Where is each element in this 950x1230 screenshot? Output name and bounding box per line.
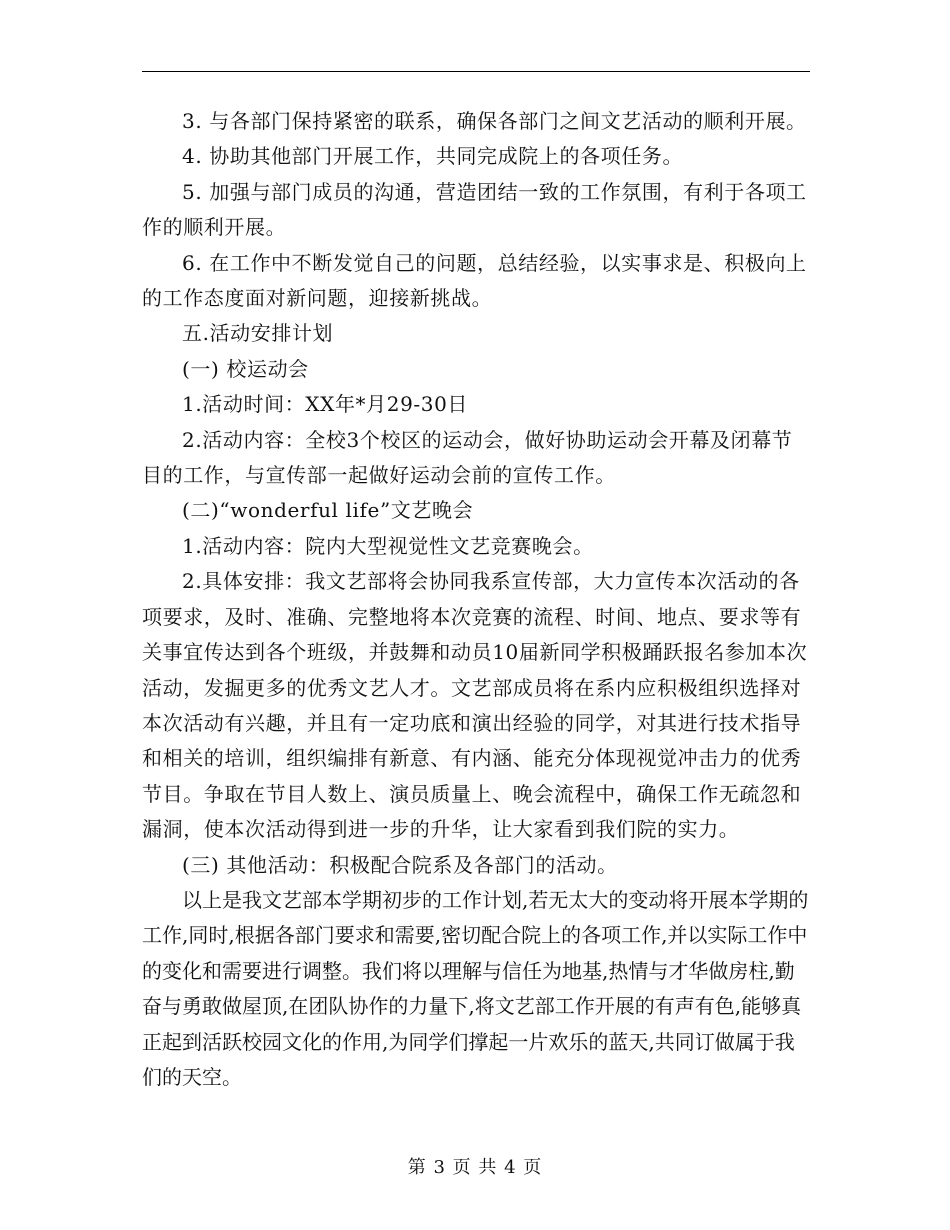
- section-heading-activity-plan: 五.活动安排计划: [182, 321, 334, 346]
- header-rule: [142, 71, 810, 72]
- paragraph-item-4: 4. 协助其他部门开展工作，共同完成院上的各项任务。: [182, 144, 684, 169]
- paragraph-item-3: 3. 与各部门保持紧密的联系，确保各部门之间文艺活动的顺利开展。: [182, 109, 807, 133]
- sports-meet-content: 2.活动内容：全校3个校区的运动会，做好协助运动会开幕及闭幕节目的工作，与宣传部一起做好运动会前的宣传工作。: [142, 427, 793, 488]
- document-body: [142, 104, 810, 1095]
- subsection-other-activities: (三) 其他活动：积极配合院系及各部门的活动。: [182, 852, 618, 877]
- subsection-heading-sports-meet: (一) 校运动会: [182, 356, 309, 381]
- gala-arrangement: 2.具体安排：我文艺部将会协同我系宣传部，大力宣传本次活动的各项要求，及时、准确、完整地将本次竞赛的流程、时间、地点、要求等有关事宜传达到各个班级，并鼓舞和动员10届新同学积极踊跃报名参加本次活动，发掘更多的优秀文艺人才。文艺部成员将在系内应积极组织选择对本次活动有兴趣，并且有一定功底和演出经验的同学，对其进行技术指导和相关的培训，组织编排有新意、有内涵、能充分体现视觉冲击力的优秀节目。争取在节目人数上、演员质量上、晚会流程中，确保工作无疏忽和漏洞，使本次活动得到进一步的升华，让大家看到我们院的实力。: [142, 569, 808, 842]
- page-number-footer: 第 3 页 共 4 页: [407, 1157, 543, 1178]
- paragraph-item-5: 5. 加强与部门成员的沟通，营造团结一致的工作氛围，有利于各项工作的顺利开展。: [142, 179, 807, 240]
- gala-content: 1.活动内容：院内大型视觉性文艺竞赛晚会。: [182, 533, 594, 558]
- closing-paragraph: 以上是我文艺部本学期初步的工作计划,若无太大的变动将开展本学期的工作,同时,根据各部门要求和需要,密切配合院上的各项工作,并以实际工作中的变化和需要进行调整。我们将以理解与信任为地基,热情与才华做房柱,勤奋与勇敢做屋顶,在团队协作的力量下,将文艺部工作开展的有声有色,能够真正起到活跃校园文化的作用,为同学们撑起一片欢乐的蓝天,共同订做属于我们的天空。: [142, 887, 809, 1089]
- subsection-heading-gala: (二)“wonderful life”文艺晚会: [182, 498, 474, 523]
- paragraph-item-6: 6. 在工作中不断发觉自己的问题，总结经验，以实事求是、积极向上的工作态度面对新问题，迎接新挑战。: [142, 250, 807, 311]
- sports-meet-time: 1.活动时间：XX年*月29-30日: [182, 392, 469, 417]
